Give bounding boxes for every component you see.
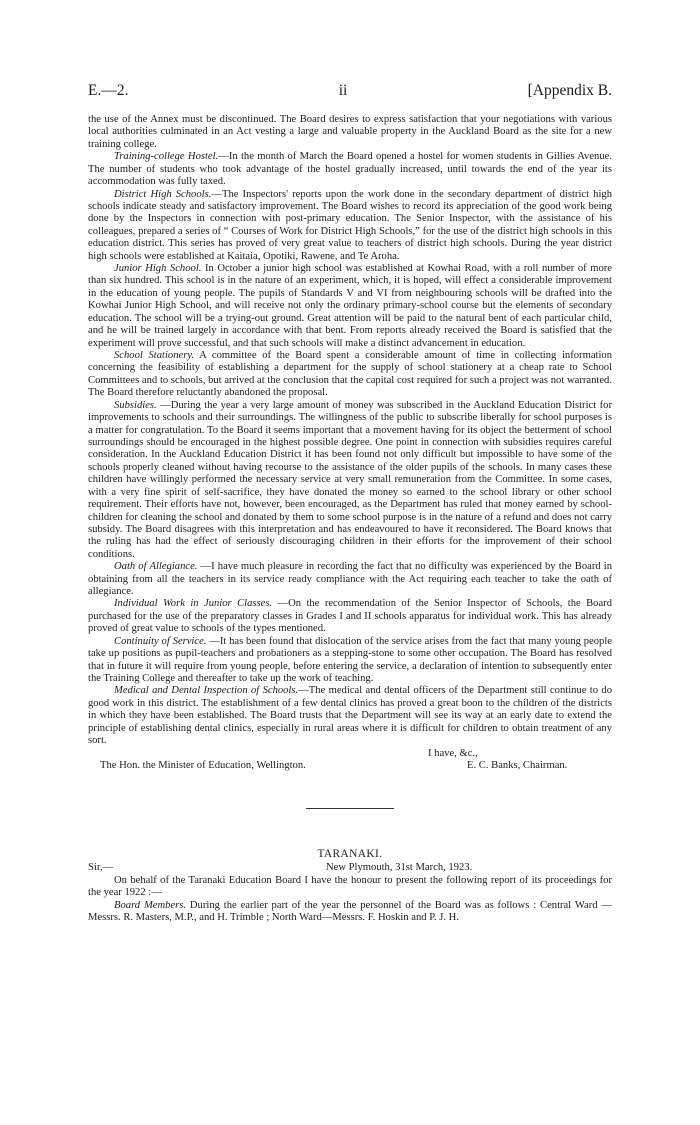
section-text: —The Inspectors' reports upon the work done in the secondary department of district high schools indicate steady and satisfactory improvement. The Board wishes to record its appreciation of the good work being done by the Inspectors in connection with post-primary education. The Senior Inspector, with the assistance of his colleagues, prepared a series of “ Courses of Work for District High Schools,” for the use of the district high schools in this education district. This series has proved of very great value to teachers of district high schools. During the year district high schools were established at Kaitaia, Opotiki, Rawene, and Te Aroha.: [88, 188, 612, 262]
section-text: In October a junior high school was established at Kowhai Road, with a roll number of more than six hundred. This school is in the nature of an experiment, which, it is hoped, will effect a considerable improvement in the education of young people. The pupils of Standards V and VI from neighbouring schools will be drafted into the Kowhai Junior High School, and will receive not only the ordinary primary-school course but the elements of secondary education. The school will be a trying-out ground. Great attention will be paid to the natural bent of each particular child, and he will be trained largely in accordance with that bent. From reports already received the Board is satisfied that the experiment will prove successful, and that such schools will make a distinct advancement in education.: [88, 263, 612, 349]
section-paragraph: [88, 636, 612, 686]
section-text: —It has been found that dislocation of the service arises from the fact that many young people take up positions as pupil-teachers and probationers as a stepping-stone to some other occupation. The Board has resolved that in future it will require from young people, before entering the service, a declaration of intention to subsequently enter the Training College and thereafter to take up the work of teaching.: [88, 635, 612, 684]
section-divider: [306, 808, 394, 809]
page-body: [88, 114, 612, 924]
section-heading: Training-college Hostel.: [114, 151, 219, 163]
section-paragraph: [88, 400, 612, 561]
opening-paragraph: On behalf of the Taranaki Education Board I have the honour to present the following report of its proceedings for the year 1922 :—: [88, 874, 612, 899]
section-paragraph: [88, 151, 612, 188]
section-heading: Oath of Allegiance.: [114, 561, 198, 573]
addressee: The Hon. the Minister of Education, Wellington.: [100, 759, 306, 771]
section-text: During the earlier part of the year the personnel of the Board was as follows : Central Ward —Messrs. R. Masters, M.P., and H. Trimble ; North Ward—Messrs. F. Hoskin and P. J. H.: [88, 899, 612, 924]
intro-paragraph: the use of the Annex must be discontinued. The Board desires to express satisfaction that your negotiations with various local authorities culminated in an Act vesting a large and valuable property in the Auckland Board as the site for a new training college.: [88, 114, 612, 150]
salutation: Sir,—: [88, 862, 114, 874]
section-text: —On the recommendation of the Senior Inspector of Schools, the Board purchased for the use of the preparatory classes in Grades I and II schools apparatus for individual work. This has already proved of great value to schools of the types mentioned.: [88, 598, 612, 635]
section-paragraph: [88, 263, 612, 350]
section-text: —The medical and dental officers of the Department still continue to do good work in this district. The establishment of a few dental clinics has proved a great boon to the children of the districts in which they have been established. The Board trusts that the Department will see its way at an early date to extend the principle of establishing dental clinics, especially in rural areas where it is difficult for children to obtain treatment of any sort.: [88, 685, 612, 747]
section-heading: School Stationery.: [114, 350, 195, 362]
section-text: —During the year a very large amount of money was subscribed in the Auckland Education District for improvements to schools and their surroundings. The willingness of the public to subscribe liberally for school purposes is a matter for congratulation. To the Board it seems important that a movement having for its object the betterment of school surroundings should be encouraged in the highest possible degree. One point in connection with subsidies requires careful consideration. In the Auckland Education District it has been found not only difficult but impossible to have some of the schools properly cleaned without having recourse to the assistance of the older pupils of the schools. In many cases these children have willingly performed the necessary service at very small remuneration from the Committee. In some cases, with a very fine spirit of self-sacrifice, they have donated the money so earned to the school library or other school requirement. Their efforts have not, however, been encouraged, as the Department has ruled that money earned by school-children for cleaning the school and donated by them to some school purpose is in the nature of a refund and does not carry subsidy. The Board disagrees with this interpretation and has endeavoured to have it reconsidered. The Board knows that the ruling has had the effect of seriously discouraging children in their efforts for the improvement of their school conditions.: [88, 399, 612, 560]
place-date: New Plymouth, 31st March, 1923.: [326, 862, 473, 874]
header-page-number: ii: [338, 82, 348, 99]
header-appendix: [Appendix B.: [527, 82, 612, 99]
section-paragraph: [88, 900, 612, 925]
section-paragraph: [88, 598, 612, 635]
section-heading: Board Members.: [114, 899, 187, 911]
signatory: E. C. Banks, Chairman.: [467, 759, 568, 771]
page-header: [88, 82, 612, 106]
section-heading: Individual Work in Junior Classes.: [114, 598, 273, 610]
section-paragraph: [88, 561, 612, 598]
salutation-row: [88, 862, 612, 874]
section-heading: District High Schools.: [114, 188, 212, 200]
section-heading: Junior High School.: [114, 263, 202, 275]
section-text: —In the month of March the Board opened a hostel for women students in Gillies Avenue. The number of students who took advantage of the hostel gradually increased, until towards the end of the year its accommodation was fully taxed.: [88, 151, 612, 188]
section-text: —I have much pleasure in recording the fact that no difficulty was experienced by the Board in obtaining from all the teachers in its service ready compliance with the Act requiring each teacher to take the oath of allegiance.: [88, 561, 613, 598]
section-text: A committee of the Board spent a considerable amount of time in collecting information concerning the feasibility of establishing a department for the supply of school stationery at a cheap rate to School Committees and to schools, but arrived at the conclusion that the capital cost required for such a project was not warranted. The Board therefore reluctantly abandoned the proposal.: [88, 350, 612, 399]
signoff-block: [88, 748, 612, 773]
section-paragraph: [88, 685, 612, 747]
section-paragraph: [88, 350, 612, 400]
header-series: E.—2.: [88, 82, 129, 99]
closing-line: I have, &c.,: [428, 747, 478, 759]
section-heading: Continuity of Service.: [114, 635, 207, 647]
section-paragraph: [88, 189, 612, 264]
section-heading: Medical and Dental Inspection of Schools.: [114, 685, 299, 697]
region-heading: TARANAKI.: [317, 848, 383, 861]
section-heading: Subsidies.: [114, 399, 157, 411]
